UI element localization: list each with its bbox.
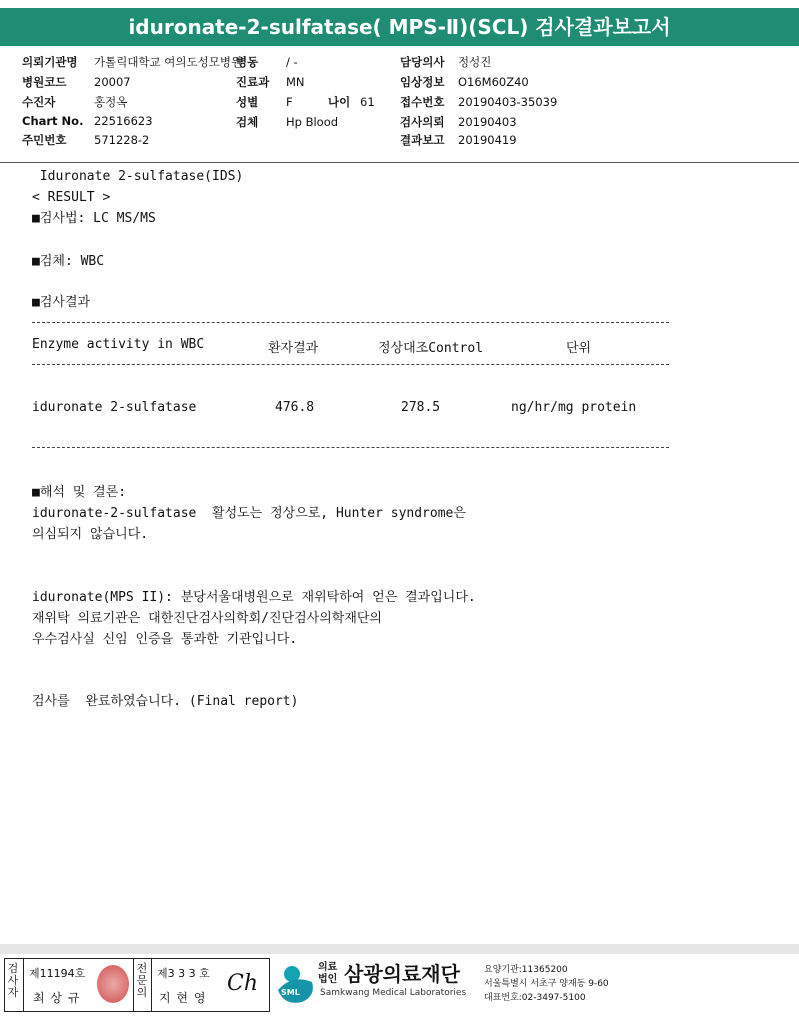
- note-line: 우수검사실 신임 인증을 통과한 기관입니다.: [32, 632, 298, 647]
- org-phone: 대표번호:02-3497-5100: [484, 993, 586, 1003]
- table-cell-patient-result: 476.8: [275, 400, 315, 415]
- logo-text: SML: [281, 988, 300, 997]
- info-receipt-no: 접수번호 20190403-35039: [400, 95, 558, 109]
- info-patient-name: 수진자 홍정옥: [22, 95, 128, 109]
- result-title: ■검사결과: [32, 295, 91, 310]
- info-institution: 의뢰기관명 가톨릭대학교 여의도성모병원: [22, 55, 243, 69]
- org-name: 삼광의료재단: [344, 962, 460, 986]
- table-header-control: 정상대조Control: [378, 341, 484, 356]
- info-hospital-code: 병원코드 20007: [22, 75, 131, 89]
- specialist-signature: Ch: [227, 971, 259, 996]
- method-line: ■검사법: LC MS/MS: [32, 211, 156, 226]
- note-line: 재위탁 의료기관은 대한진단검사의학회/진단검사의학재단의: [32, 611, 382, 626]
- info-clinical: 임상정보 O16M60Z40: [400, 75, 529, 89]
- info-request-date: 검사의뢰 20190403: [400, 115, 517, 129]
- info-specimen: 검체 Hp Blood: [236, 115, 339, 129]
- info-doctor: 담당의사 정성진: [400, 55, 492, 69]
- org-prefix: 의료법인: [318, 962, 338, 985]
- interpretation-line: iduronate-2-sulfatase 활성도는 정상으로, Hunter syndrome은: [32, 506, 466, 521]
- info-sex: 성별 F: [236, 95, 293, 109]
- specialist-label: 전문의: [136, 962, 148, 999]
- table-cell-unit: ng/hr/mg protein: [511, 400, 637, 415]
- examiner-seal: [97, 965, 129, 1003]
- table-cell-control: 278.5: [401, 400, 441, 415]
- org-code: 요양기관:11365200: [484, 965, 568, 975]
- header-divider: [0, 162, 799, 163]
- specialist-name: 지 현 영: [159, 991, 207, 1005]
- org-english: Samkwang Medical Laboratories: [320, 988, 467, 998]
- report-title: iduronate-2-sulfatase( MPS-Ⅱ)(SCL) 검사결과보고서: [0, 8, 799, 46]
- examiner-label: 검사자: [7, 962, 19, 999]
- table-cell-enzyme: iduronate 2-sulfatase: [32, 400, 197, 415]
- specimen-line: ■검체: WBC: [32, 254, 105, 269]
- info-chart-no: Chart No. 22516623: [22, 114, 153, 128]
- footer-band: [0, 944, 799, 954]
- examiner-name: 최 상 규: [33, 991, 81, 1005]
- table-divider-header: [32, 364, 669, 365]
- info-ward: 병동 / -: [236, 55, 298, 69]
- info-department: 진료과 MN: [236, 75, 305, 89]
- info-resident-no: 주민번호 571228-2: [22, 133, 150, 147]
- specialist-number: 제3 3 3 호: [157, 967, 210, 980]
- interpretation-line: 의심되지 않습니다.: [32, 527, 149, 542]
- info-report-date: 결과보고 20190419: [400, 133, 517, 147]
- org-address: 서울특별시 서초구 양재동 9-60: [484, 979, 609, 989]
- info-age: 나이 61: [328, 95, 375, 109]
- table-divider-top: [32, 322, 669, 323]
- table-header-unit: 단위: [566, 341, 592, 356]
- table-header-patient: 환자결과: [268, 341, 319, 356]
- note-line: iduronate(MPS II): 분당서울대병원으로 재위탁하여 얻은 결과입니다.: [32, 590, 476, 605]
- signature-box: [4, 958, 270, 1012]
- sml-logo-icon: [272, 960, 318, 1006]
- examiner-number: 제11194호: [29, 967, 86, 980]
- table-header-enzyme: Enzyme activity in WBC: [32, 337, 205, 352]
- test-name: Iduronate 2-sulfatase(IDS): [32, 169, 244, 184]
- interpretation-title: ■해석 및 결론:: [32, 485, 127, 500]
- result-heading: < RESULT >: [32, 190, 111, 205]
- final-report-line: 검사를 완료하였습니다. (Final report): [32, 694, 299, 709]
- table-divider-bottom: [32, 447, 669, 448]
